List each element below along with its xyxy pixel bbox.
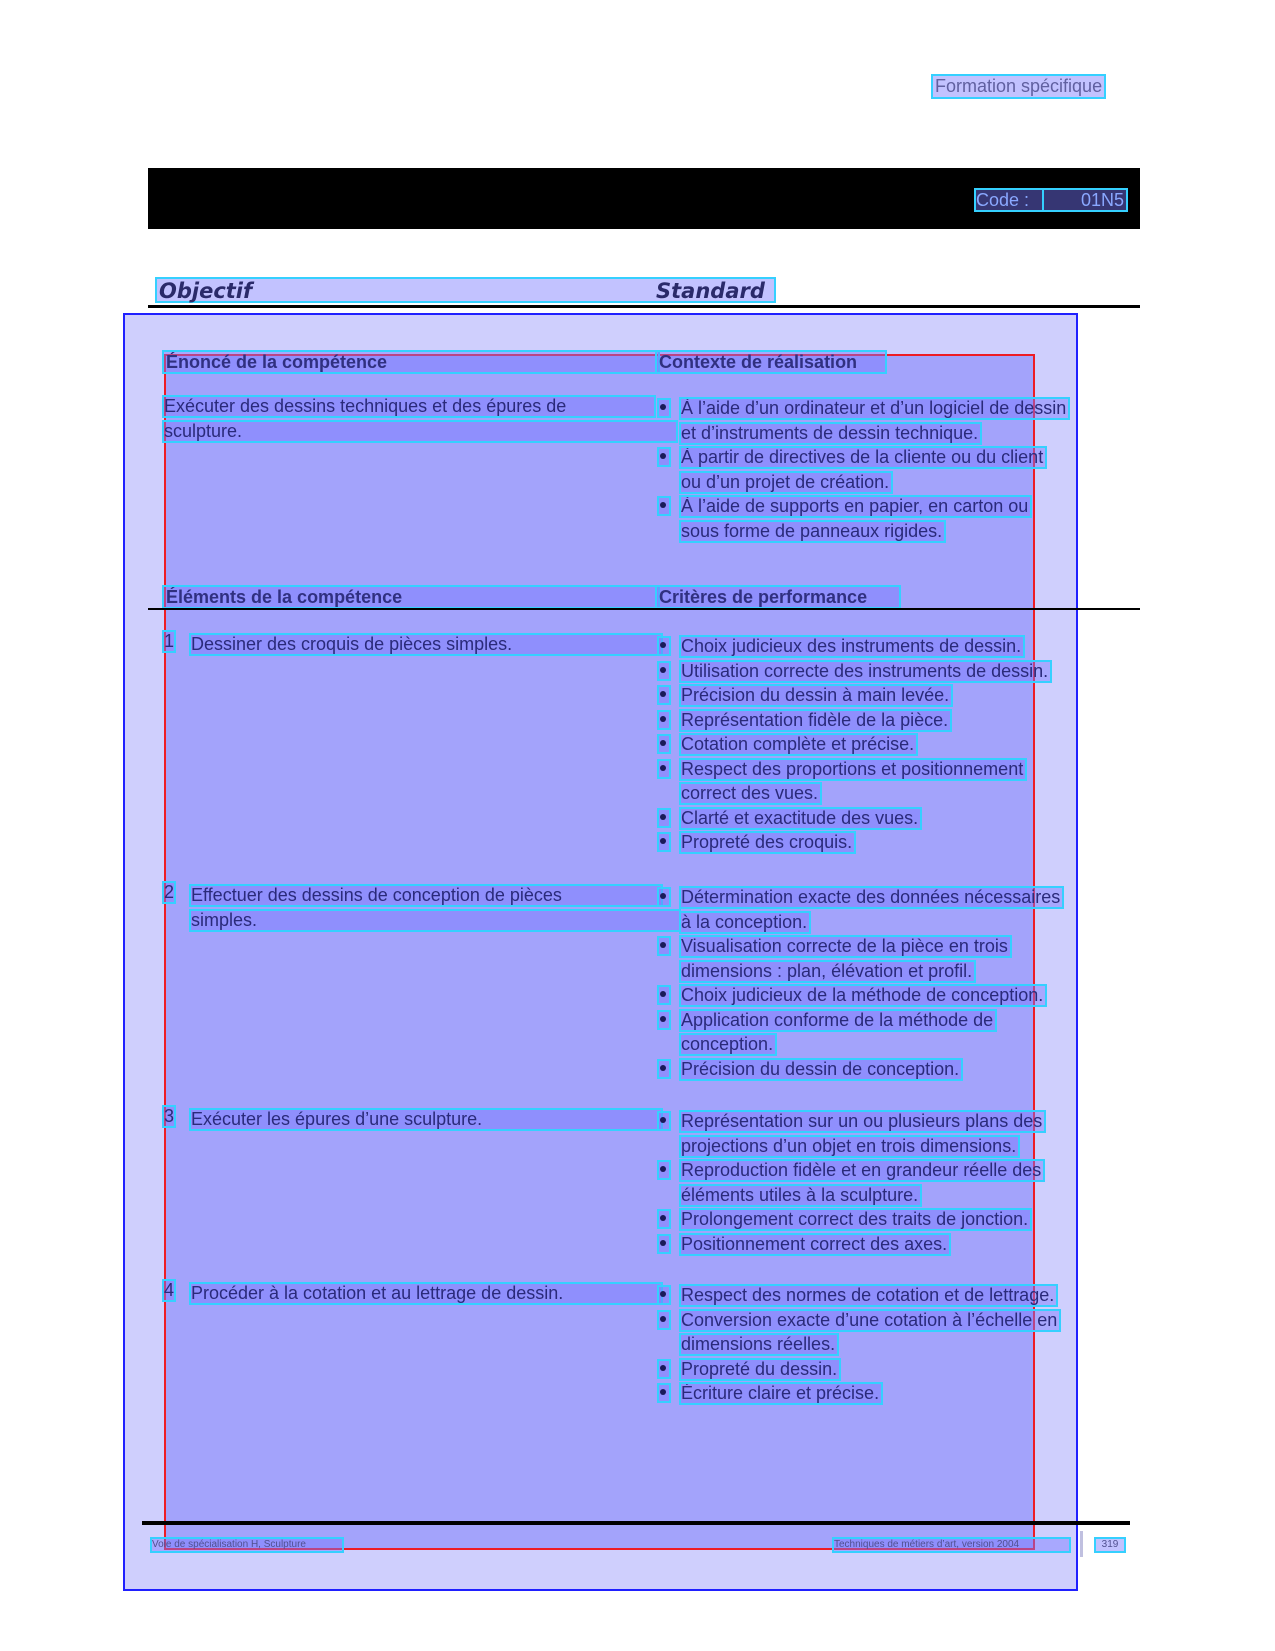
bullet-icon (659, 1287, 669, 1303)
elements-rule (148, 608, 1140, 610)
criterion-item (657, 983, 1127, 1008)
bullet-icon (659, 1385, 669, 1401)
element-text-line: Procéder à la cotation et au lettrage de dessin. (191, 1284, 661, 1303)
context-list (657, 396, 1127, 543)
page-number: 319 (1096, 1539, 1124, 1551)
criterion-item (657, 494, 1127, 543)
criterion-line: dimensions réelles. (681, 1334, 836, 1354)
bullet-icon (659, 638, 669, 654)
criterion-item (657, 806, 1127, 831)
footer-separator (1080, 1531, 1083, 1557)
criterion-line: À partir de directives de la cliente ou du client (681, 447, 1044, 467)
criterion-line: Respect des normes de cotation et de lettrage. (681, 1285, 1055, 1305)
criterion-item (657, 1381, 1127, 1406)
bullet-icon (659, 987, 669, 1003)
bullet-icon (659, 1061, 669, 1077)
competence-element (164, 632, 664, 657)
criterion-item (657, 830, 1127, 855)
element-number: 3 (164, 1106, 175, 1126)
competence-element (164, 883, 664, 932)
criterion-item (657, 1232, 1127, 1257)
criterion-line: Visualisation correcte de la pièce en trois (681, 936, 1008, 956)
bullet-icon (659, 761, 669, 777)
context-heading: Contexte de réalisation (657, 352, 885, 372)
standard-heading: Standard (656, 279, 765, 303)
document-section-label: Formation spécifique (935, 76, 1103, 96)
criterion-line: Choix judicieux de la méthode de conception. (681, 985, 1044, 1005)
criterion-item (657, 934, 1127, 983)
criterion-line: Cotation complète et précise. (681, 734, 915, 754)
criterion-line: Prolongement correct des traits de jonction. (681, 1209, 1029, 1229)
criterion-line: Utilisation correcte des instruments de dessin. (681, 660, 1049, 681)
criteria-list (657, 1109, 1127, 1256)
criterion-line: Précision du dessin de conception. (681, 1058, 960, 1079)
bullet-icon (659, 663, 669, 679)
criterion-item (657, 708, 1127, 733)
criteria-list (657, 1283, 1127, 1406)
criterion-line: Précision du dessin à main levée. (681, 685, 950, 705)
bullet-icon (659, 736, 669, 752)
criterion-line: Application conforme de la méthode de (681, 1009, 994, 1030)
element-text-line: Exécuter les épures d’une sculpture. (191, 1110, 661, 1129)
bullet-icon (659, 889, 669, 905)
bullet-icon (659, 712, 669, 728)
bullet-icon (659, 498, 669, 514)
criterion-item (657, 1109, 1127, 1158)
criterion-line: ou d’un projet de création. (681, 471, 890, 492)
competence-element (164, 1281, 664, 1306)
criterion-item (657, 1057, 1127, 1082)
bullet-icon (659, 1162, 669, 1178)
criterion-line: et d’instruments de dessin technique. (681, 422, 979, 443)
objective-standard-header (157, 279, 774, 301)
criterion-item (657, 1207, 1127, 1232)
bullet-icon (659, 400, 669, 416)
header-rule (148, 305, 1140, 308)
statement-line: Exécuter des dessins techniques et des épures de (164, 397, 654, 416)
criterion-item (657, 1283, 1127, 1308)
criterion-line: Écriture claire et précise. (681, 1383, 880, 1403)
criterion-line: Représentation fidèle de la pièce. (681, 709, 949, 730)
criterion-item (657, 445, 1127, 494)
element-text-line: Dessiner des croquis de pièces simples. (191, 635, 661, 654)
criterion-line: Choix judicieux des instruments de dessin. (681, 636, 1022, 656)
element-number: 4 (164, 1280, 175, 1300)
criterion-line: Respect des proportions et positionnement (681, 758, 1024, 779)
criterion-line: À l’aide d’un ordinateur et d’un logiciel de dessin (681, 398, 1067, 418)
bullet-icon (659, 1113, 669, 1129)
criteria-list (657, 634, 1127, 855)
criterion-line: Propreté du dessin. (681, 1358, 838, 1379)
criterion-line: Propreté des croquis. (681, 832, 853, 852)
criteria-list (657, 885, 1127, 1081)
footer-right: Techniques de métiers d’art, version 2004 (834, 1539, 1069, 1551)
criterion-line: conception. (681, 1034, 774, 1054)
criterion-line: Positionnement correct des axes. (681, 1233, 948, 1254)
criterion-line: éléments utiles à la sculpture. (681, 1184, 919, 1205)
bullet-icon (659, 810, 669, 826)
code-label: Code : (976, 189, 1030, 210)
bullet-icon (659, 449, 669, 465)
objective-heading: Objectif (159, 279, 253, 303)
bullet-icon (659, 1211, 669, 1227)
bullet-icon (659, 1361, 669, 1377)
criterion-line: À l’aide de supports en papier, en carton ou (681, 496, 1029, 516)
criterion-line: Détermination exacte des données nécessaires (681, 887, 1061, 907)
criterion-item (657, 659, 1127, 684)
criterion-item (657, 732, 1127, 757)
statement-line: sculpture. (164, 422, 676, 441)
element-text-line: simples. (191, 911, 679, 930)
criterion-item (657, 1357, 1127, 1382)
criteria-heading: Critères de performance (657, 587, 899, 607)
bullet-icon (659, 687, 669, 703)
element-number: 2 (164, 882, 175, 902)
element-number: 1 (164, 631, 175, 651)
criterion-item (657, 1158, 1127, 1207)
statement-heading: Énoncé de la compétence (164, 352, 658, 372)
code-box (976, 190, 1126, 210)
criterion-item (657, 683, 1127, 708)
criterion-item (657, 1308, 1127, 1357)
criterion-line: Conversion exacte d’une cotation à l’échelle en (681, 1309, 1058, 1330)
criterion-line: projections d’un objet en trois dimensions. (681, 1135, 1017, 1156)
footer-rule (142, 1521, 1130, 1525)
criterion-line: Clarté et exactitude des vues. (681, 807, 919, 828)
criterion-line: sous forme de panneaux rigides. (681, 520, 943, 541)
competence-element (164, 1107, 664, 1132)
code-value: 01N5 (1042, 190, 1126, 211)
criterion-item (657, 757, 1127, 806)
bullet-icon (659, 834, 669, 850)
bullet-icon (659, 1012, 669, 1028)
bullet-icon (659, 938, 669, 954)
bullet-icon (659, 1236, 669, 1252)
criterion-line: Représentation sur un ou plusieurs plans des (681, 1111, 1043, 1131)
bullet-icon (659, 1312, 669, 1328)
criterion-item (657, 396, 1127, 445)
criterion-item (657, 634, 1127, 659)
criterion-line: dimensions : plan, élévation et profil. (681, 960, 973, 981)
criterion-item (657, 885, 1127, 934)
criterion-line: à la conception. (681, 911, 808, 932)
competence-statement (164, 394, 664, 443)
footer-left: Voie de spécialisation H, Sculpture (152, 1539, 342, 1551)
elements-heading: Éléments de la compétence (164, 587, 658, 607)
criterion-line: Reproduction fidèle et en grandeur réelle des (681, 1160, 1042, 1180)
criterion-item (657, 1008, 1127, 1057)
element-text-line: Effectuer des dessins de conception de pièces (191, 886, 661, 905)
criterion-line: correct des vues. (681, 783, 819, 803)
